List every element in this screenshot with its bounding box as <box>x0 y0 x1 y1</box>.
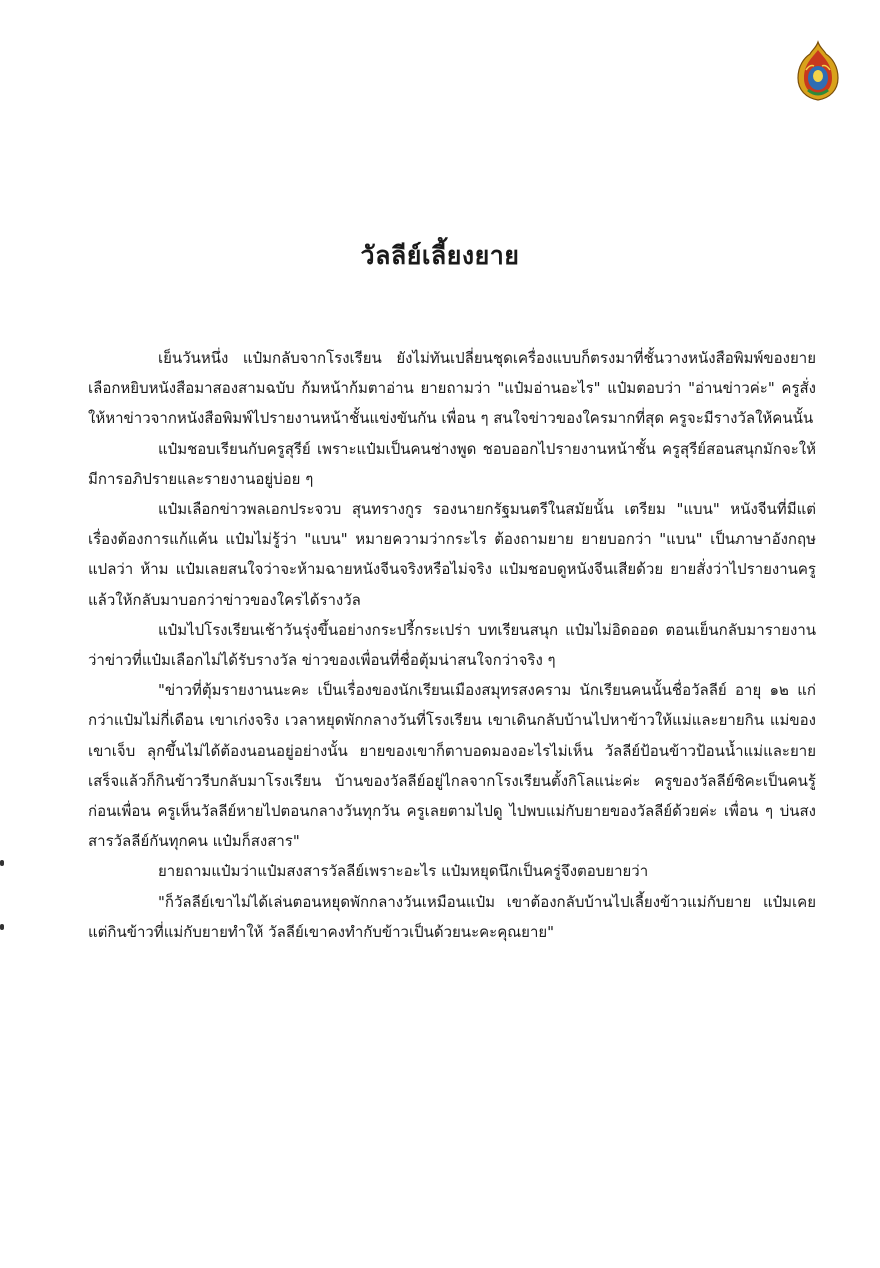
scan-edge-mark <box>0 924 4 930</box>
scan-edge-mark <box>0 860 4 866</box>
paragraph-3: แป๋มเลือกข่าวพลเอกประจวบ สุนทรางกูร รองนายกรัฐมนตรีในสมัยนั้น เตรียม "แบน" หนังจีนที่มีแต่เรื่องต้องการแก้แค้น แป๋มไม่รู้ว่า "แบน" หมายความว่ากระไร ต้องถามยาย ยายบอกว่า "แบน" เป็นภาษาอังกฤษ แปลว่า ห้าม แป๋มเลยสนใจว่าจะห้ามฉายหนังจีนจริงหรือไม่จริง แป๋มชอบดูหนังจีนเสียด้วย ยายสั่งว่าไปรายงานครูแล้วให้กลับมาบอกว่าข่าวของใครได้รางวัล <box>88 500 816 609</box>
paragraph-2: แป๋มชอบเรียนกับครูสุรีย์ เพราะแป๋มเป็นคนช่างพูด ชอบออกไปรายงานหน้าชั้น ครูสุรีย์สอนสนุกมักจะให้มีการอภิปรายและรายงานอยู่บ่อย ๆ <box>88 439 816 488</box>
document-title: วัลลีย์เลี้ยงยาย <box>360 241 520 270</box>
paragraph-1: เย็นวันหนึ่ง แป๋มกลับจากโรงเรียน ยังไม่ทันเปลี่ยนชุดเครื่องแบบก็ตรงมาที่ชั้นวางหนังสือพิมพ์ของยาย เลือกหยิบหนังสือมาสองสามฉบับ ก้มหน้าก้มตาอ่าน ยายถามว่า "แป๋มอ่านอะไร" แป๋มตอบว่า "อ่านข่าวค่ะ" ครูสั่งให้หาข่าวจากหนังสือพิมพ์ไปรายงานหน้าชั้นแข่งขันกัน เพื่อน ๆ สนใจข่าวของใครมากที่สุด ครูจะมีรางวัลให้คนนั้น <box>88 349 816 428</box>
thai-school-emblem-icon <box>794 40 842 102</box>
paragraph-7: "ก็วัลลีย์เขาไม่ได้เล่นตอนหยุดพักกลางวันเหมือนแป๋ม เขาต้องกลับบ้านไปเลี้ยงข้าวแม่กับยาย แป๋มเคยแต่กินข้าวที่แม่กับยายทำให้ วัลลีย์เขาคงทำกับข้าวเป็นด้วยนะคะคุณยาย" <box>88 892 816 941</box>
document-body <box>88 343 816 947</box>
paragraph-6: ยายถามแป๋มว่าแป๋มสงสารวัลลีย์เพราะอะไร แป๋มหยุดนึกเป็นครู่จึงตอบยายว่า <box>158 862 649 881</box>
paragraph-5: "ข่าวที่ตุ้มรายงานนะคะ เป็นเรื่องของนักเรียนเมืองสมุทรสงคราม นักเรียนคนนั้นชื่อวัลลีย์ อายุ ๑๒ แก่กว่าแป๋มไม่กี่เดือน เขาเก่งจริง เวลาหยุดพักกลางวันที่โรงเรียน เขาเดินกลับบ้านไปหาข้าวให้แม่และยายกิน แม่ของเขาเจ็บ ลุกขึ้นไม่ได้ต้องนอนอยู่อย่างนั้น ยายของเขาก็ตาบอดมองอะไรไม่เห็น วัลลีย์ป้อนข้าวป้อนน้ำแม่และยายเสร็จแล้วก็กินข้าวรีบกลับมาโรงเรียน บ้านของวัลลีย์อยู่ไกลจากโรงเรียนตั้งกิโลแน่ะค่ะ ครูของวัลลีย์ซิคะเป็นคนรู้ก่อนเพื่อน ครูเห็นวัลลีย์หายไปตอนกลางวันทุกวัน ครูเลยตามไปดู ไปพบแม่กับยายของวัลลีย์ด้วยค่ะ เพื่อน ๆ บ่นสงสารวัลลีย์กันทุกคน แป๋มก็สงสาร" <box>88 681 816 851</box>
paragraph-4: แป๋มไปโรงเรียนเช้าวันรุ่งขึ้นอย่างกระปรี้กระเปร่า บทเรียนสนุก แป๋มไม่อิดออด ตอนเย็นกลับมารายงานว่าข่าวที่แป๋มเลือกไม่ได้รับรางวัล ข่าวของเพื่อนที่ชื่อตุ้มน่าสนใจกว่าจริง ๆ <box>88 620 816 670</box>
